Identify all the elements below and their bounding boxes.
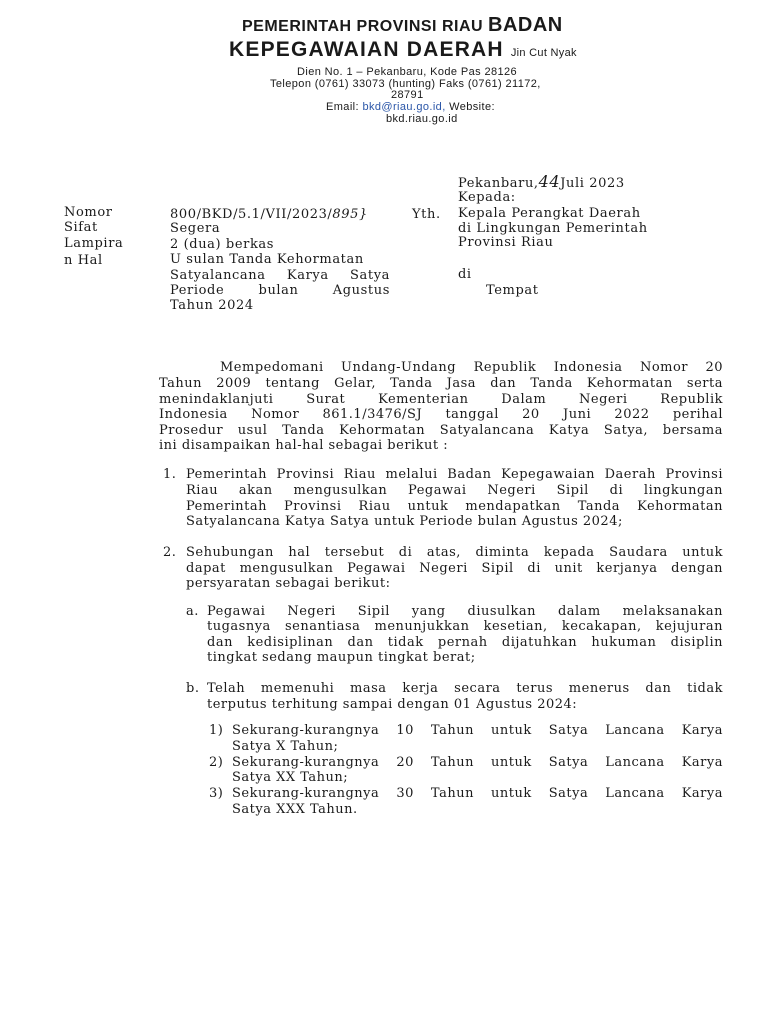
intro-line: Prosedur usul Tanda Kehormatan Satyalancana Katya Satya, bersama bbox=[159, 423, 723, 438]
sub-line: tugasnya senantiasa menunjukkan kesetian, kecakapan, kejujuran bbox=[207, 619, 723, 634]
lampiran-label: Lampira bbox=[64, 236, 124, 251]
hal-value-line2: Satyalancana Karya Satya bbox=[170, 268, 390, 283]
email-label: Email: bbox=[326, 101, 359, 113]
sub-letter: a. bbox=[186, 604, 199, 619]
hal-value-line4: Tahun 2024 bbox=[170, 298, 254, 313]
list-line: Riau akan mengusulkan Pegawai Negeri Sipil di lingkungan bbox=[186, 483, 723, 498]
place-date bbox=[458, 172, 625, 191]
intro-line: Tahun 2009 tentang Gelar, Tanda Jasa dan Tanda Kehormatan serta bbox=[159, 376, 723, 391]
list-line: Pemerintah Provinsi Riau melalui Badan Kepegawaian Daerah Provinsi bbox=[186, 467, 723, 482]
nomor-suffix: 895} bbox=[332, 207, 368, 222]
recipient-line1: Kepala Perangkat Daerah bbox=[458, 206, 641, 221]
di-label: di bbox=[458, 267, 472, 282]
letterhead-title-line1 bbox=[242, 14, 563, 37]
sifat-label: Sifat bbox=[64, 220, 98, 235]
list-line: dapat mengusulkan Pegawai Negeri Sipil di unit kerjanya dengan bbox=[186, 561, 723, 576]
requirement-line: Satya X Tahun; bbox=[232, 739, 339, 754]
letterhead-address-line1: Dien No. 1 – Pekanbaru, Kode Pas 28126 bbox=[297, 66, 518, 78]
requirement-line: Sekurang-kurangnya 20 Tahun untuk Satya Lancana Karya bbox=[232, 755, 723, 770]
hal-value-line1: U sulan Tanda Kehormatan bbox=[170, 252, 364, 267]
recipient-line3: Provinsi Riau bbox=[458, 235, 554, 250]
hal-value-line3: Periode bulan Agustus bbox=[170, 283, 390, 298]
letterhead-street: Jin Cut Nyak bbox=[510, 47, 577, 59]
hal-label: n Hal bbox=[64, 253, 103, 268]
yth-label: Yth. bbox=[412, 207, 441, 222]
list-line: persyaratan sebagai berikut: bbox=[186, 576, 391, 591]
kepada-label: Kepada: bbox=[458, 190, 516, 205]
tempat-label: Tempat bbox=[486, 283, 539, 298]
recipient-line2: di Lingkungan Pemerintah bbox=[458, 221, 648, 236]
website-label: Website: bbox=[449, 101, 495, 113]
requirement-number: 3) bbox=[209, 786, 224, 801]
intro-line: Indonesia Nomor 861.1/3476/SJ tanggal 20 Juni 2022 perihal bbox=[159, 407, 723, 422]
sub-line: terputus terhitung sampai dengan 01 Agustus 2024: bbox=[207, 697, 578, 712]
nomor-number: 800/BKD/5.1/VII/2023/ bbox=[170, 207, 333, 222]
sub-line: dan kedisiplinan dan tidak pernah dijatuhkan hukuman disiplin bbox=[207, 635, 723, 650]
sub-line: Telah memenuhi masa kerja secara terus menerus dan tidak bbox=[207, 681, 723, 696]
list-number: 1. bbox=[163, 467, 177, 482]
requirement-line: Sekurang-kurangnya 30 Tahun untuk Satya Lancana Karya bbox=[232, 786, 723, 801]
list-line: Sehubungan hal tersebut di atas, diminta kepada Saudara untuk bbox=[186, 545, 723, 560]
list-line: Satyalancana Katya Satya untuk Periode bulan Agustus 2024; bbox=[186, 514, 623, 529]
place-date-rest: Juli 2023 bbox=[560, 176, 625, 191]
place-date-day: 44 bbox=[538, 172, 561, 191]
website-link[interactable]: bkd.riau.go.id bbox=[386, 113, 458, 125]
requirement-line: Satya XXX Tahun. bbox=[232, 802, 358, 817]
email-link[interactable]: bkd@riau.go.id, bbox=[362, 101, 446, 113]
requirement-line: Satya XX Tahun; bbox=[232, 770, 349, 785]
letterhead-address-line2: Telepon (0761) 33073 (hunting) Faks (0761) 21172, bbox=[270, 78, 541, 90]
intro-line: menindaklanjuti Surat Kementerian Dalam Negeri Republik bbox=[159, 392, 723, 407]
requirement-number: 2) bbox=[209, 755, 224, 770]
place-date-prefix: Pekanbaru, bbox=[458, 176, 539, 191]
lampiran-value: 2 (dua) berkas bbox=[170, 237, 275, 252]
sub-letter: b. bbox=[186, 681, 200, 696]
letterhead-address-line3: 28791 bbox=[391, 89, 424, 101]
intro-line: Mempedomani Undang-Undang Republik Indonesia Nomor 20 bbox=[220, 360, 723, 375]
requirement-line: Sekurang-kurangnya 10 Tahun untuk Satya Lancana Karya bbox=[232, 723, 723, 738]
sifat-value: Segera bbox=[170, 221, 221, 236]
list-line: Pemerintah Provinsi Riau untuk mendapatkan Tanda Kehormatan bbox=[186, 499, 723, 514]
sub-line: tingkat sedang maupun tingkat berat; bbox=[207, 650, 476, 665]
letterhead-agency: KEPEGAWAIAN DAERAH bbox=[229, 38, 504, 61]
sub-line: Pegawai Negeri Sipil yang diusulkan dalam melaksanakan bbox=[207, 604, 723, 619]
letterhead-title-line2 bbox=[229, 38, 577, 62]
letterhead-contact bbox=[326, 101, 495, 113]
requirement-number: 1) bbox=[209, 723, 224, 738]
list-number: 2. bbox=[163, 545, 177, 560]
nomor-label: Nomor bbox=[64, 205, 113, 220]
letterhead-org: PEMERINTAH PROVINSI RIAU bbox=[242, 18, 484, 35]
letterhead-badan: BADAN bbox=[488, 14, 563, 36]
nomor-value bbox=[170, 207, 368, 222]
intro-line: ini disampaikan hal-hal sebagai berikut : bbox=[159, 438, 449, 453]
